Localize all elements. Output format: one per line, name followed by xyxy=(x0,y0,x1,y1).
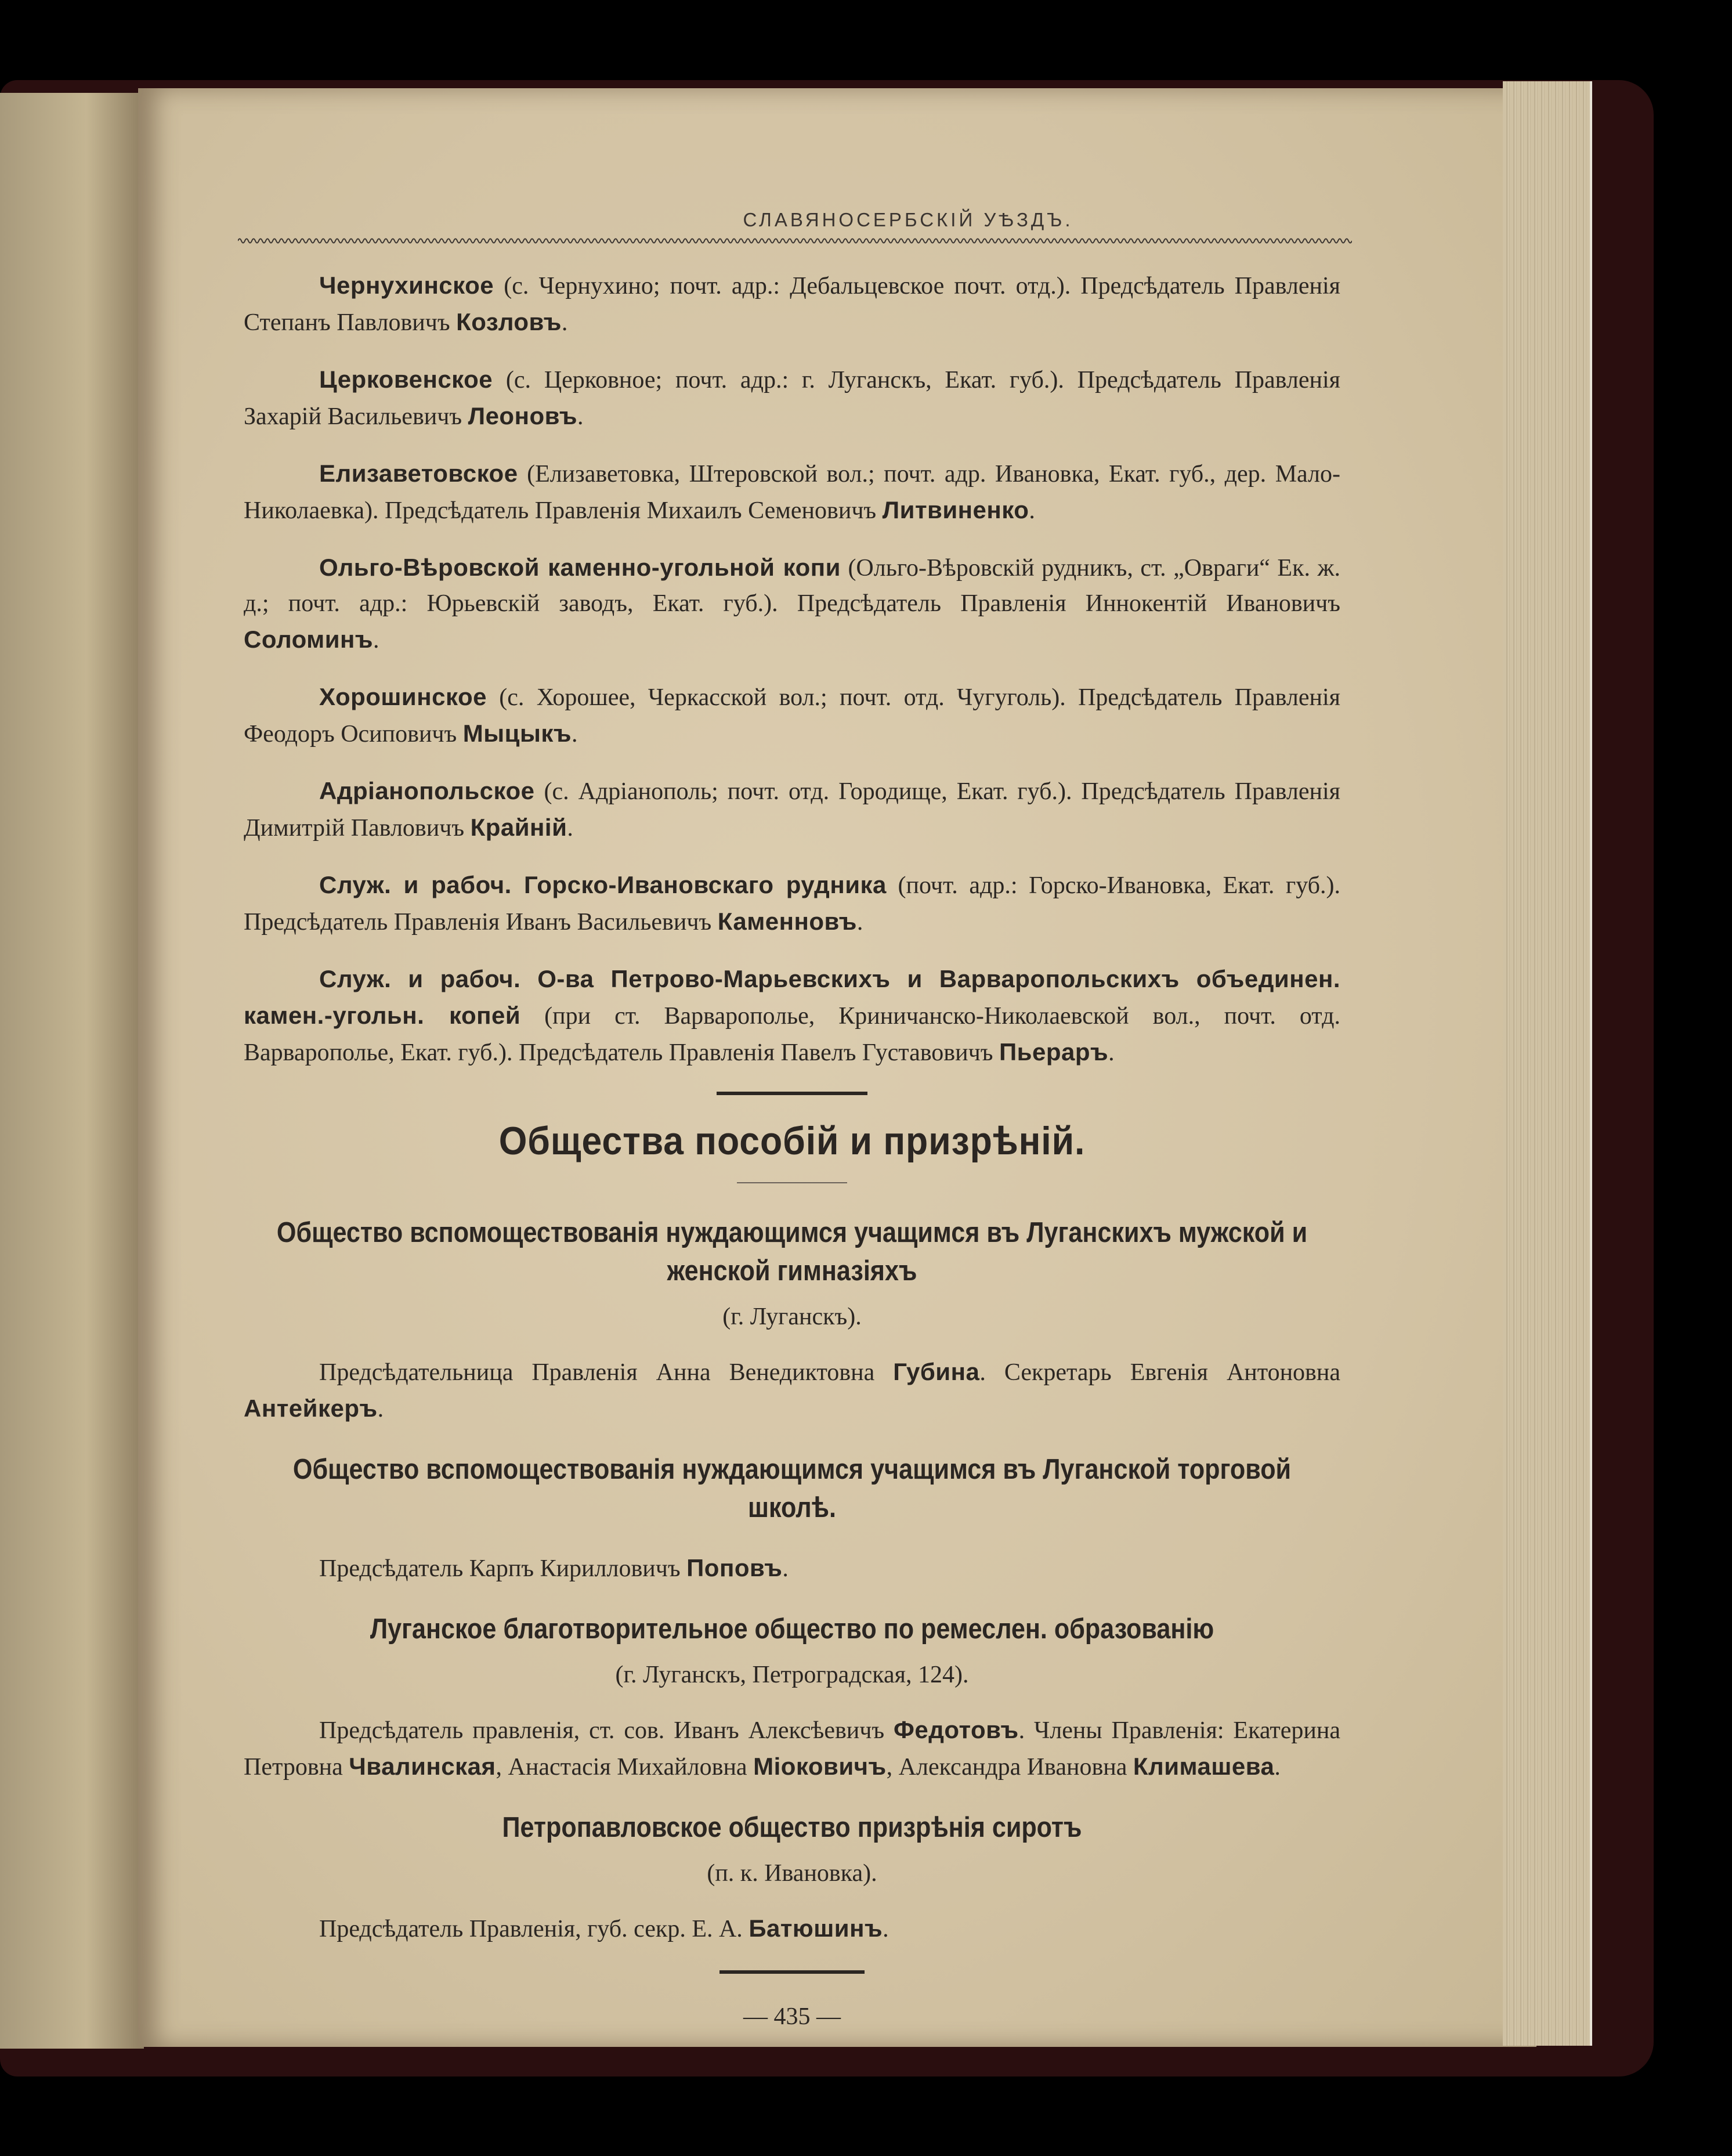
society-place: (г. Луганскъ). xyxy=(722,1303,862,1330)
entry-person: Пьераръ xyxy=(999,1038,1109,1066)
society xyxy=(244,1808,1340,1947)
entry-name: Елизаветовское xyxy=(319,460,518,487)
entry-name: Служ. и рабоч. Горско-Ивановскаго рудника xyxy=(319,871,887,898)
society-person: Поповъ xyxy=(686,1554,783,1581)
society-body xyxy=(244,1911,1340,1947)
society-text: Предсѣдательница Правленія Анна Венедиктовна xyxy=(319,1359,894,1386)
entry xyxy=(244,456,1340,529)
entry-person: Леоновъ xyxy=(468,402,577,429)
society-text: Предсѣдатель Карпъ Кирилловичъ xyxy=(319,1555,687,1582)
entry-name: Ольго-Вѣровской каменно-угольной копи xyxy=(319,554,841,581)
society-text: , Александра Ивановна xyxy=(886,1754,1133,1781)
society-title: Луганское благотворительное общество по ремеслен. образованію xyxy=(370,1613,1214,1645)
entry-text: (с. Адріанополь; почт. отд. Городище, Екат. губ.). Предсѣдатель Правленія Димитрій Павловичъ xyxy=(244,778,1340,842)
section-separator xyxy=(717,1092,867,1095)
society-person: Губина xyxy=(893,1358,980,1385)
entry-text: (Ольго-Вѣровскій рудникъ, ст. „Овраги“ Ек. ж. д.; почт. адр.: Юрьевскій заводъ, Екат. губ.). Предсѣдатель Правленія Иннокентій Ивановичъ xyxy=(244,555,1340,617)
society-text: Предсѣдатель Правленія, губ. секр. Е. А. xyxy=(319,1916,749,1942)
society-text: . xyxy=(782,1555,789,1582)
society-text: . xyxy=(377,1396,384,1422)
entry xyxy=(244,773,1340,846)
page-content xyxy=(244,209,1340,2031)
entries-list xyxy=(244,268,1340,1071)
society-person: Міоковичъ xyxy=(753,1753,887,1780)
entry-end: . xyxy=(856,909,863,936)
entry-end: . xyxy=(373,627,379,653)
society-text: Предсѣдатель правленія, ст. сов. Иванъ Алексѣевичъ xyxy=(319,1717,894,1744)
entry xyxy=(244,679,1340,752)
society-text: , Анастасія Михайловна xyxy=(496,1754,754,1781)
entry-text: (Елизаветовка, Штеровской вол.; почт. адр. Ивановка, Екат. губ., дер. Мало-Николаевка). Предсѣдатель Правленія Михаилъ Семеновичъ xyxy=(244,461,1340,524)
thin-separator xyxy=(737,1182,847,1183)
entry-end: . xyxy=(561,309,568,336)
section-title: Общества пособій и призрѣній. xyxy=(498,1119,1086,1163)
society-place: (п. к. Ивановка). xyxy=(707,1860,877,1887)
society-body xyxy=(244,1550,1340,1587)
society-person: Климашева xyxy=(1133,1753,1275,1780)
page-stack-edges xyxy=(1503,81,1592,2046)
entry xyxy=(244,550,1340,658)
entry-name: Церковенское xyxy=(319,366,493,393)
running-head: СЛАВЯНОСЕРБСКІЙ УѢЗДЪ. xyxy=(743,209,1073,230)
society-text: . Секретарь Евгенія Антоновна xyxy=(979,1359,1340,1386)
left-page-edge xyxy=(0,93,144,2049)
society-title: Общество вспомоществованія нуждающимся учащимся въ Луганской торговой школѣ. xyxy=(292,1454,1292,1523)
entry-person: Литвиненко xyxy=(882,496,1029,523)
entry xyxy=(244,961,1340,1071)
entry-person: Крайній xyxy=(470,814,567,841)
entry xyxy=(244,362,1340,435)
entry-person: Козловъ xyxy=(456,308,562,335)
society xyxy=(244,1214,1340,1427)
society-person: Батюшинъ xyxy=(749,1915,883,1942)
entry-end: . xyxy=(577,403,584,430)
entry-end: . xyxy=(1029,497,1035,524)
entry-name: Адріанопольское xyxy=(319,777,535,804)
society xyxy=(244,1610,1340,1785)
entry-name: Служ. и рабоч. О-ва Петрово-Марьевскихъ и Варваропольскихъ объединен. камен.-угольн. копей xyxy=(244,965,1340,1029)
wavy-rule xyxy=(238,234,1352,247)
society xyxy=(244,1450,1340,1587)
entry-person: Каменновъ xyxy=(717,908,857,935)
entry-end: . xyxy=(1108,1039,1115,1066)
society-person: Антейкеръ xyxy=(244,1395,378,1422)
entry-text: (с. Хорошее, Черкасской вол.; почт. отд. Чугуголь). Предсѣдатель Правленія Феодоръ Осиповичъ xyxy=(244,684,1340,747)
society-text: . xyxy=(1274,1754,1281,1781)
page-number: — 435 — xyxy=(743,2003,841,2030)
entry-text: (почт. адр.: Горско-Ивановка, Екат. губ.). Предсѣдатель Правленія Иванъ Васильевичъ xyxy=(244,872,1340,936)
society-body xyxy=(244,1354,1340,1427)
entry-end: . xyxy=(567,815,573,842)
entry-text: (при ст. Варваропольe, Криничанско-Николаевской вол., почт. отд. Варваропольe, Екат. губ.). Предсѣдатель Правленія Павелъ Густавовичъ xyxy=(244,1003,1340,1066)
entry-person: Мыцыкъ xyxy=(462,720,572,747)
society-person: Чвалинская xyxy=(349,1753,496,1780)
societies-list xyxy=(244,1214,1340,1947)
entry-end: . xyxy=(571,721,578,747)
society-place: (г. Луганскъ, Петроградская, 124). xyxy=(615,1662,969,1688)
entry xyxy=(244,268,1340,341)
entry-person: Соломинъ xyxy=(244,626,374,653)
entry xyxy=(244,867,1340,940)
society-text: . Члены Правленія: Екатерина Петровна xyxy=(244,1717,1340,1781)
society-title: Петропавловское общество призрѣнія сиротъ xyxy=(502,1812,1082,1843)
society-title: Общество вспомоществованія нуждающимся учащимся въ Луганскихъ мужской и женской гимназіяхъ xyxy=(276,1217,1308,1287)
entry-name: Хорошинское xyxy=(319,683,487,710)
society-body xyxy=(244,1712,1340,1785)
entry-name: Чернухинское xyxy=(319,272,494,299)
society-person: Федотовъ xyxy=(894,1716,1019,1743)
society-text: . xyxy=(883,1916,889,1942)
entry-text: (с. Церковное; почт. адр.: г. Луганскъ, Екат. губ.). Предсѣдатель Правленія Захарій Васильевичъ xyxy=(244,367,1340,430)
entry-text: (с. Чернухино; почт. адр.: Дебальцевское почт. отд.). Предсѣдатель Правленія Степанъ Павловичъ xyxy=(244,273,1340,336)
end-separator xyxy=(719,1970,865,1974)
